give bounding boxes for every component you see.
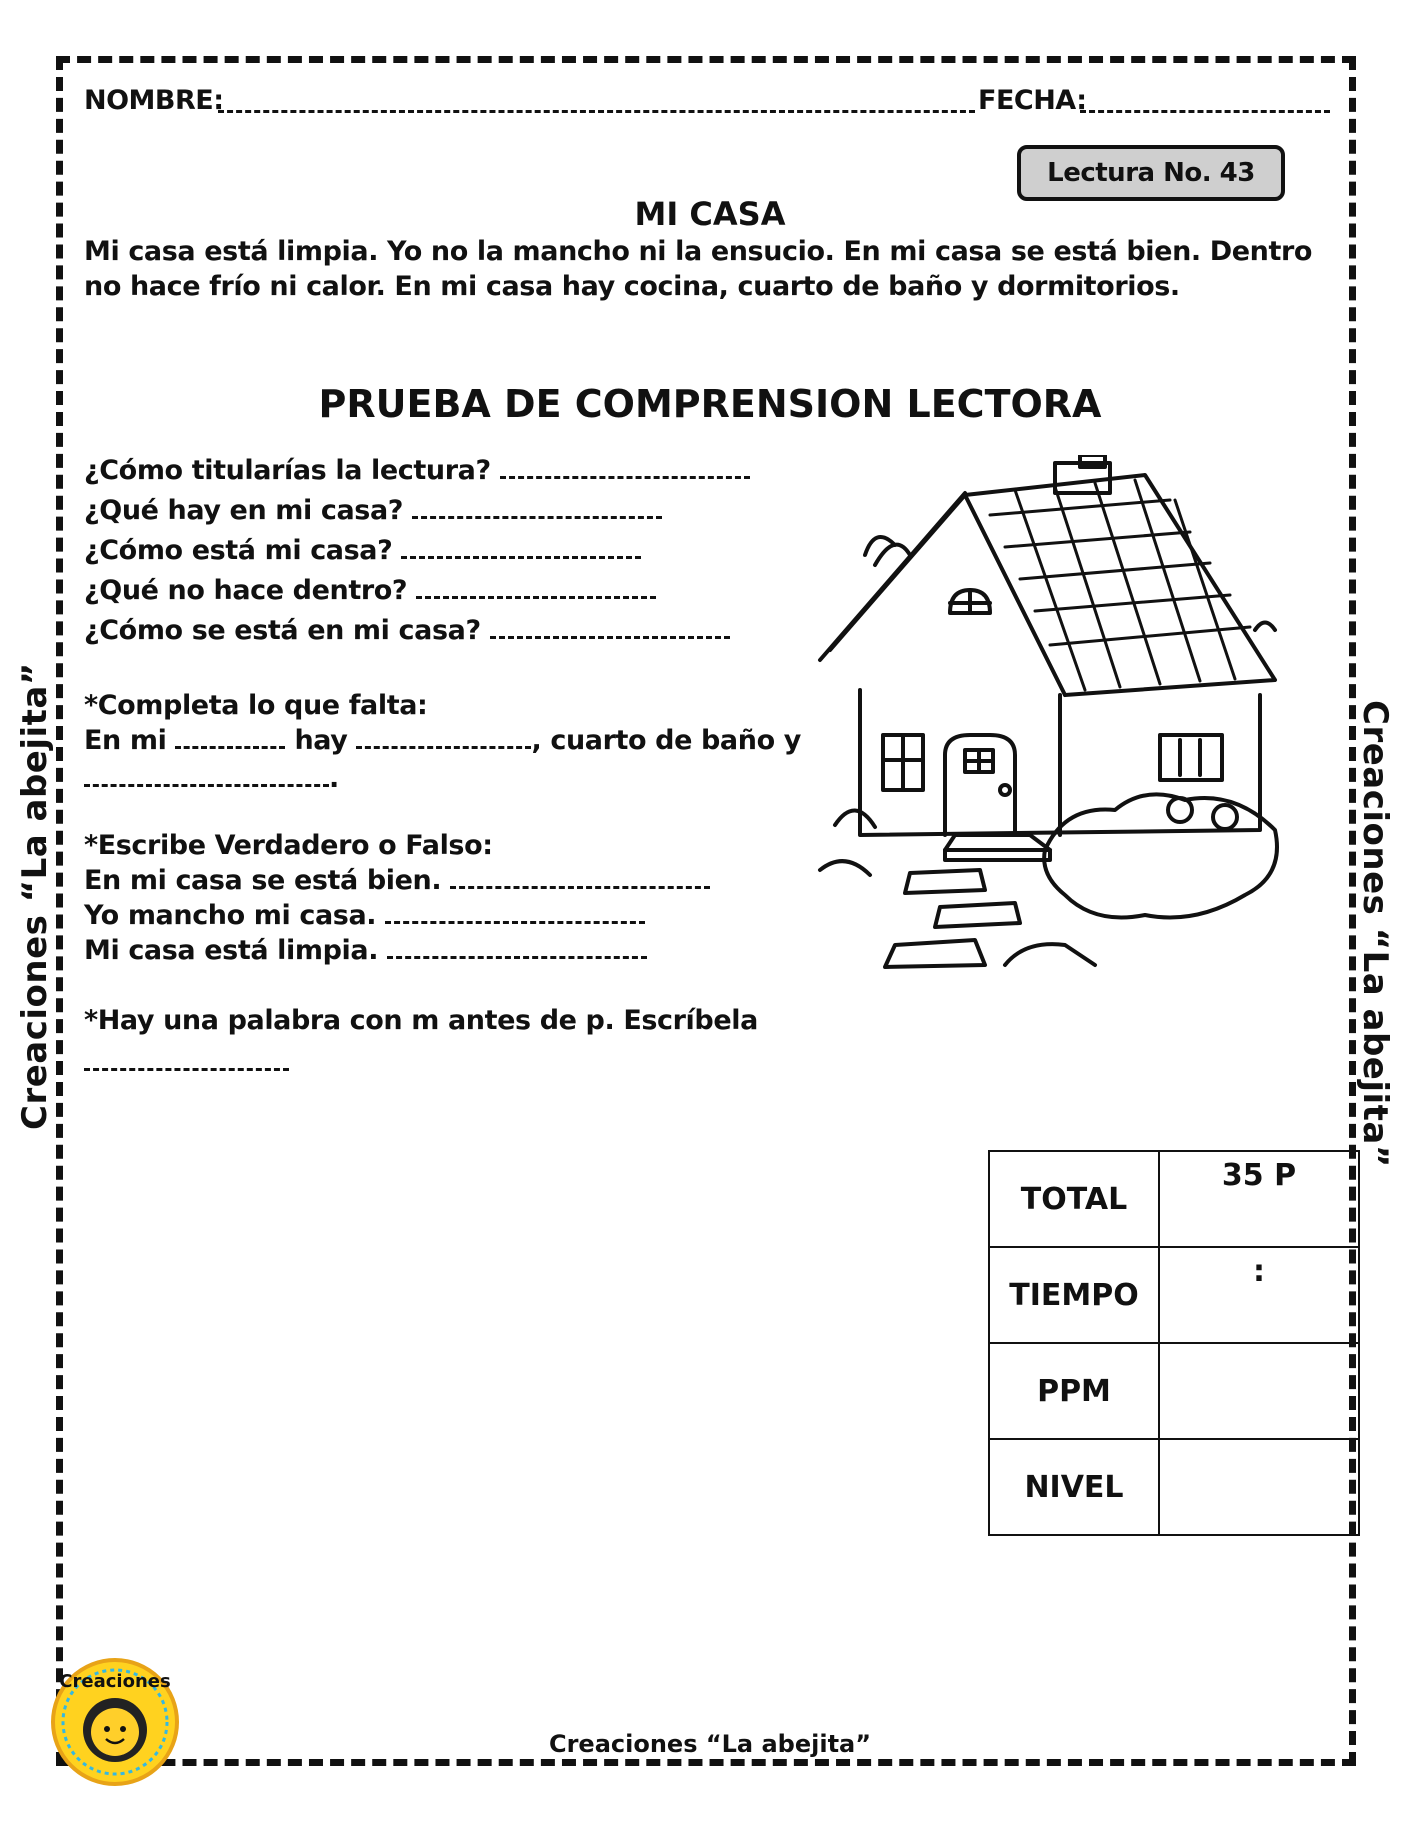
date-label: FECHA: bbox=[978, 85, 1087, 116]
score-row-ppm bbox=[989, 1343, 1359, 1439]
word-task: *Hay una palabra con m antes de p. Escríbela bbox=[84, 1005, 758, 1036]
score-row-total bbox=[989, 1151, 1359, 1247]
question-5: ¿Cómo se está en mi casa? bbox=[84, 615, 730, 646]
complete-blank-3[interactable] bbox=[84, 784, 329, 787]
date-field[interactable] bbox=[1080, 110, 1330, 113]
complete-sentence-end: . bbox=[84, 763, 339, 794]
score-row-time bbox=[989, 1247, 1359, 1343]
footer-credit: Creaciones “La abejita” bbox=[548, 1730, 872, 1758]
true-false-field-2[interactable] bbox=[385, 921, 645, 924]
test-title: PRUEBA DE COMPRENSION LECTORA bbox=[318, 382, 1102, 426]
reading-number-badge: Lectura No. 43 bbox=[1017, 145, 1285, 201]
score-table bbox=[988, 1150, 1360, 1536]
true-false-item-3: Mi casa está limpia. bbox=[84, 935, 647, 966]
complete-heading: *Completa lo que falta: bbox=[84, 690, 428, 721]
true-false-field-1[interactable] bbox=[450, 886, 710, 889]
score-row-level bbox=[989, 1439, 1359, 1535]
time-value[interactable]: : bbox=[1159, 1247, 1359, 1343]
word-task-field[interactable] bbox=[84, 1068, 289, 1071]
time-label: TIEMPO bbox=[989, 1247, 1159, 1343]
complete-blank-2[interactable] bbox=[356, 746, 531, 749]
question-4: ¿Qué no hace dentro? bbox=[84, 575, 656, 606]
ppm-value[interactable] bbox=[1159, 1343, 1359, 1439]
ppm-label: PPM bbox=[989, 1343, 1159, 1439]
name-field[interactable] bbox=[218, 110, 975, 113]
question-2: ¿Qué hay en mi casa? bbox=[84, 495, 662, 526]
left-side-credit: Creaciones “La abejita” bbox=[15, 662, 55, 1130]
house-illustration bbox=[815, 455, 1285, 1015]
bee-logo bbox=[48, 1655, 183, 1790]
true-false-item-1: En mi casa se está bien. bbox=[84, 865, 710, 896]
answer-field-3[interactable] bbox=[401, 556, 641, 559]
complete-sentence: En mi hay , cuarto de baño y bbox=[84, 725, 801, 756]
question-3: ¿Cómo está mi casa? bbox=[84, 535, 641, 566]
question-1: ¿Cómo titularías la lectura? bbox=[84, 455, 750, 486]
reading-title: MI CASA bbox=[634, 195, 786, 233]
true-false-field-3[interactable] bbox=[387, 956, 647, 959]
answer-field-1[interactable] bbox=[500, 476, 750, 479]
complete-blank-1[interactable] bbox=[175, 746, 285, 749]
level-value[interactable] bbox=[1159, 1439, 1359, 1535]
name-label: NOMBRE: bbox=[84, 85, 224, 116]
right-side-credit: Creaciones “La abejita” bbox=[1355, 700, 1395, 1168]
answer-field-4[interactable] bbox=[416, 596, 656, 599]
true-false-heading: *Escribe Verdadero o Falso: bbox=[84, 830, 493, 861]
total-value[interactable]: 35 P bbox=[1159, 1151, 1359, 1247]
level-label: NIVEL bbox=[989, 1439, 1159, 1535]
total-label: TOTAL bbox=[989, 1151, 1159, 1247]
reading-text: Mi casa está limpia. Yo no la mancho ni la ensucio. En mi casa se está bien. Dentro no hace frío ni calor. En mi casa hay cocina, cuarto de baño y dormitorios. bbox=[84, 236, 1313, 302]
svg-text:Creaciones: Creaciones bbox=[59, 1671, 171, 1692]
true-false-item-2: Yo mancho mi casa. bbox=[84, 900, 645, 931]
answer-field-2[interactable] bbox=[412, 516, 662, 519]
answer-field-5[interactable] bbox=[490, 636, 730, 639]
